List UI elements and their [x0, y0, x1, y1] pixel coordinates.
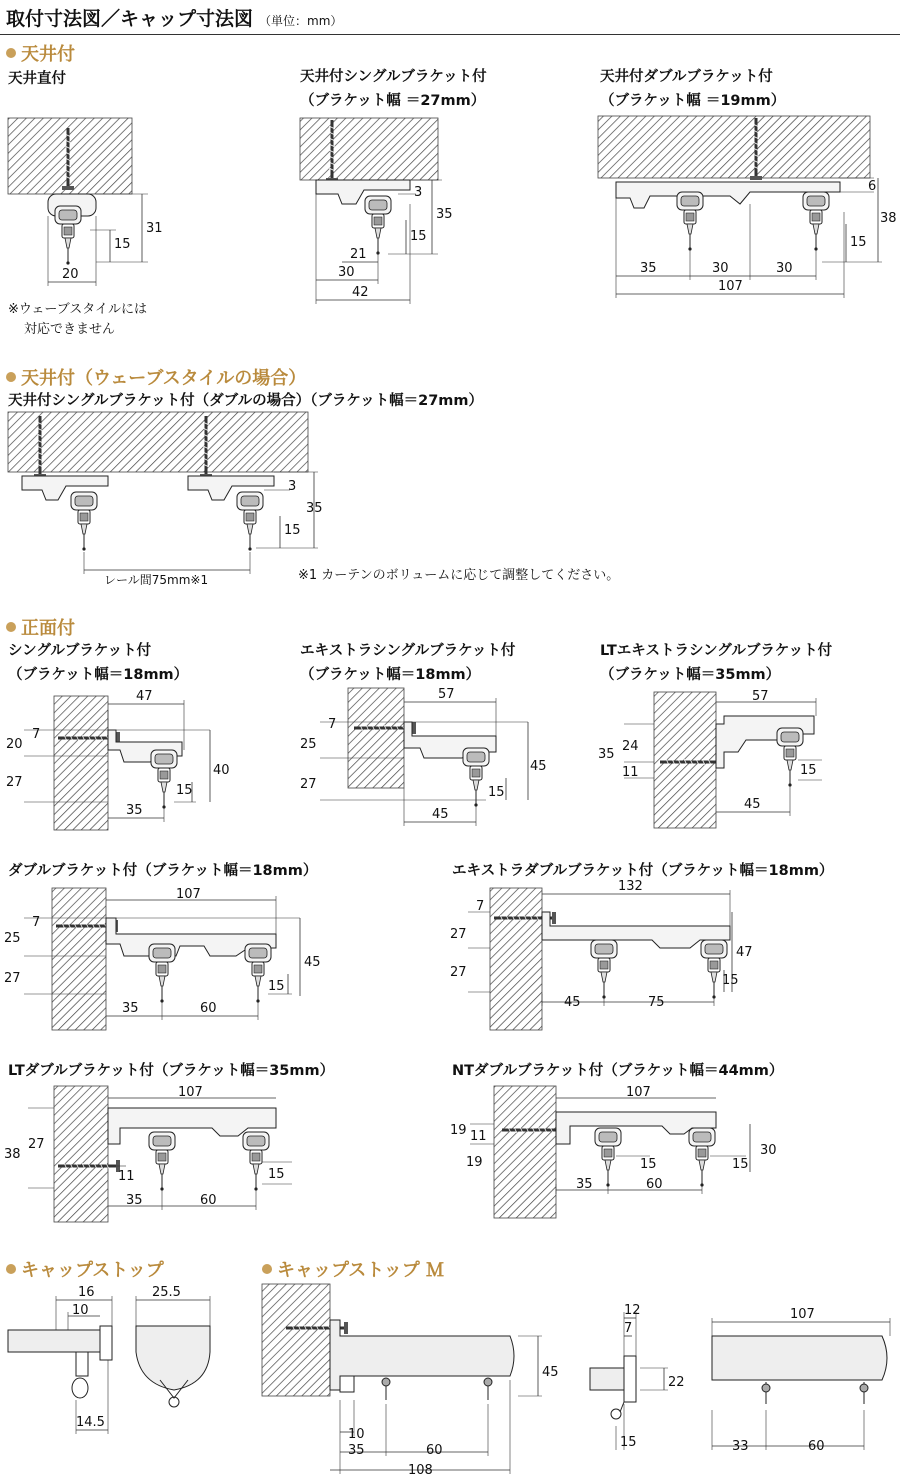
dim-ceiling-double-c: 30 — [776, 261, 793, 276]
dim-front-extra-single-s25: 25 — [300, 737, 317, 752]
page-title: 取付寸法図／キャップ寸法図 （単位：mm） — [6, 8, 343, 30]
dim-ceiling-double-a: 35 — [640, 261, 657, 276]
dim-ceiling-single-a: 21 — [350, 247, 367, 262]
dim-wave-h: 35 — [306, 501, 323, 516]
bullet-icon — [6, 1264, 16, 1274]
dim-front-extra-double-top: 132 — [618, 879, 643, 894]
dim-front-single-top: 47 — [136, 689, 153, 704]
dim-front-lt-double-a: 35 — [126, 1193, 143, 1208]
caption-front-single-1: シングルブラケット付 — [8, 643, 152, 659]
dim-wave-hook: 15 — [284, 523, 301, 538]
dim-front-extra-single-top: 57 — [438, 687, 455, 702]
dim-front-lt-double-s27: 27 — [28, 1137, 45, 1152]
dim-front-nt-double-hook2: 15 — [732, 1157, 749, 1172]
diagram-ceiling-single — [292, 112, 482, 308]
caption-front-lt-extra-single-1: LTエキストラシングルブラケット付 — [600, 643, 833, 659]
dim-ceiling-single-gap: 3 — [414, 185, 423, 200]
dim-front-lt-double-hook: 15 — [268, 1167, 285, 1182]
note-wave: ※1 カーテンのボリュームに応じて調整してください。 — [298, 568, 620, 583]
dim-ceiling-direct-hook: 15 — [114, 237, 131, 252]
dim-front-extra-double-s7: 7 — [476, 899, 485, 914]
section-ceiling: 天井付 — [6, 40, 75, 66]
dim-cap-stop-m-b: 35 — [348, 1443, 365, 1458]
dim-front-extra-single-hook: 15 — [488, 785, 505, 800]
dim-cap-stop-m-f: 7 — [624, 1321, 633, 1336]
caption-ceiling-double-1: 天井付ダブルブラケット付 — [600, 69, 773, 85]
section-ceiling-wave: 天井付（ウェーブスタイルの場合） — [6, 364, 306, 390]
dim-cap-stop-b: 10 — [72, 1303, 89, 1318]
dim-cap-stop-a: 16 — [78, 1285, 95, 1300]
note-ceiling-direct-2: 対応できません — [24, 322, 116, 337]
dim-ceiling-single-c: 42 — [352, 285, 369, 300]
dim-ceiling-double-b: 30 — [712, 261, 729, 276]
dim-front-extra-single-s27: 27 — [300, 777, 317, 792]
caption-wave: 天井付シングルブラケット付（ダブルの場合）（ブラケット幅＝27mm） — [8, 393, 484, 409]
diagram-ceiling-direct — [0, 110, 180, 300]
dim-front-extra-single-s7: 7 — [328, 717, 337, 732]
glider-1 — [382, 1378, 390, 1400]
diagram-front-extra-single — [296, 686, 556, 830]
diagram-front-lt-double — [0, 1084, 320, 1224]
dim-front-extra-double-s27a: 27 — [450, 927, 467, 942]
dim-ceiling-single-hook: 15 — [410, 229, 427, 244]
dim-front-extra-double-a: 45 — [564, 995, 581, 1010]
note-ceiling-direct-1: ※ウェーブスタイルには — [8, 302, 147, 317]
caption-front-lt-double: LTダブルブラケット付（ブラケット幅＝35mm） — [8, 1063, 335, 1079]
dim-ceiling-single-h: 35 — [436, 207, 453, 222]
dim-front-extra-double-hook: 15 — [722, 973, 739, 988]
dim-cap-stop-m-k: 33 — [732, 1439, 749, 1454]
dim-cap-stop-m-c: 60 — [426, 1443, 443, 1458]
dim-cap-stop-c: 14.5 — [76, 1415, 105, 1430]
dim-front-double-s25: 25 — [4, 931, 21, 946]
caption-front-extra-double: エキストラダブルブラケット付（ブラケット幅＝18mm） — [452, 863, 834, 879]
diagram-front-extra-double — [446, 879, 766, 1034]
dim-front-lt-extra-single-top: 57 — [752, 689, 769, 704]
dim-front-double-s27: 27 — [4, 971, 21, 986]
caption-front-extra-single-1: エキストラシングルブラケット付 — [300, 643, 516, 659]
section-cap-stop: キャップストップ — [6, 1256, 164, 1282]
dim-ceiling-direct-w: 20 — [62, 267, 79, 282]
dim-front-lt-double-s11: 11 — [118, 1169, 135, 1184]
section-cap-stop-m: キャップストップ Ｍ — [262, 1256, 444, 1282]
caption-front-extra-single-2: （ブラケット幅＝18mm） — [300, 667, 481, 683]
dim-wave-gap: 3 — [288, 479, 297, 494]
dim-cap-stop-m-l: 60 — [808, 1439, 825, 1454]
diagram-ceiling-double — [590, 112, 897, 302]
diagram-cap-stop-m-detail — [584, 1300, 894, 1470]
dim-ceiling-double-gap: 6 — [868, 179, 877, 194]
dim-ceiling-double-hook: 15 — [850, 235, 867, 250]
dim-front-single-s7: 7 — [32, 727, 41, 742]
dim-cap-stop-m-h: 45 — [542, 1365, 559, 1380]
dim-front-nt-double-top: 107 — [626, 1085, 651, 1100]
dim-front-lt-extra-single-hook: 15 — [800, 763, 817, 778]
dim-front-extra-single-h: 45 — [530, 759, 547, 774]
diagram-cap-stop-m — [256, 1280, 586, 1476]
caption-front-lt-extra-single-2: （ブラケット幅＝35mm） — [600, 667, 781, 683]
bullet-icon — [6, 622, 16, 632]
dim-front-double-a: 35 — [122, 1001, 139, 1016]
dim-front-single-s27: 27 — [6, 775, 23, 790]
caption-ceiling-single-2: （ブラケット幅 ＝27mm） — [300, 93, 486, 109]
diagram-front-lt-extra-single — [594, 688, 834, 830]
diagram-cap-stop — [0, 1280, 240, 1450]
caption-front-double: ダブルブラケット付（ブラケット幅＝18mm） — [8, 863, 318, 879]
dim-front-double-b: 60 — [200, 1001, 217, 1016]
dim-cap-stop-m-j: 107 — [790, 1307, 815, 1322]
caption-front-nt-double: NTダブルブラケット付（ブラケット幅＝44mm） — [452, 1063, 784, 1079]
dim-wave-rail: レール間75mm※1 — [104, 573, 209, 587]
dim-front-nt-double-b: 60 — [646, 1177, 663, 1192]
dim-front-lt-double-top: 107 — [178, 1085, 203, 1100]
dim-cap-stop-d: 25.5 — [152, 1285, 181, 1300]
dim-front-nt-double-s19a: 19 — [450, 1123, 467, 1138]
glider-2 — [484, 1378, 492, 1400]
dim-cap-stop-m-g: 22 — [668, 1375, 685, 1390]
section-front: 正面付 — [6, 614, 75, 640]
dim-front-double-top: 107 — [176, 887, 201, 902]
diagram-front-nt-double — [446, 1084, 786, 1220]
dim-ceiling-double-h: 38 — [880, 211, 897, 226]
dim-ceiling-single-b: 30 — [338, 265, 355, 280]
title-divider — [0, 34, 900, 35]
dim-ceiling-direct-h: 31 — [146, 221, 163, 236]
dim-front-lt-extra-single-w: 45 — [744, 797, 761, 812]
dim-front-nt-double-hook1: 15 — [640, 1157, 657, 1172]
bullet-icon — [6, 372, 16, 382]
dim-front-single-h: 40 — [213, 763, 230, 778]
dim-front-lt-extra-single-s35: 35 — [598, 747, 615, 762]
dim-front-nt-double-h: 30 — [760, 1143, 777, 1158]
dim-front-extra-single-w: 45 — [432, 807, 449, 822]
dim-cap-stop-m-i: 15 — [620, 1435, 637, 1450]
diagram-ceiling-wave — [0, 412, 340, 590]
dim-front-nt-double-s19b: 19 — [466, 1155, 483, 1170]
caption-ceiling-double-2: （ブラケット幅 ＝19mm） — [600, 93, 786, 109]
dim-front-double-s7: 7 — [32, 915, 41, 930]
glider-4 — [860, 1382, 868, 1404]
dim-front-lt-double-s38: 38 — [4, 1147, 21, 1162]
dim-front-double-h: 45 — [304, 955, 321, 970]
dim-front-single-w: 35 — [126, 803, 143, 818]
caption-ceiling-direct: 天井直付 — [8, 71, 66, 87]
dim-front-double-hook: 15 — [268, 979, 285, 994]
dim-front-extra-double-s27b: 27 — [450, 965, 467, 980]
dim-front-single-hook: 15 — [176, 783, 193, 798]
caption-ceiling-single-1: 天井付シングルブラケット付 — [300, 69, 487, 85]
glider-3 — [762, 1382, 770, 1404]
dim-ceiling-double-total: 107 — [718, 279, 743, 294]
dim-cap-stop-m-a: 10 — [348, 1427, 365, 1442]
dim-cap-stop-m-e: 12 — [624, 1303, 641, 1318]
dim-front-extra-double-h: 47 — [736, 945, 753, 960]
dim-front-extra-double-b: 75 — [648, 995, 665, 1010]
dim-front-single-s20: 20 — [6, 737, 23, 752]
dim-front-lt-extra-single-s11: 11 — [622, 765, 639, 780]
bullet-icon — [262, 1264, 272, 1274]
dim-front-nt-double-s11: 11 — [470, 1129, 487, 1144]
diagram-front-single — [0, 690, 240, 832]
dim-front-lt-double-b: 60 — [200, 1193, 217, 1208]
dim-cap-stop-m-total: 108 — [408, 1463, 433, 1478]
unit-label: （単位：mm） — [259, 14, 343, 28]
bullet-icon — [6, 48, 16, 58]
dim-front-lt-extra-single-s24: 24 — [622, 739, 639, 754]
caption-front-single-2: （ブラケット幅＝18mm） — [8, 667, 189, 683]
dim-front-nt-double-a: 35 — [576, 1177, 593, 1192]
diagram-front-double — [0, 884, 340, 1034]
